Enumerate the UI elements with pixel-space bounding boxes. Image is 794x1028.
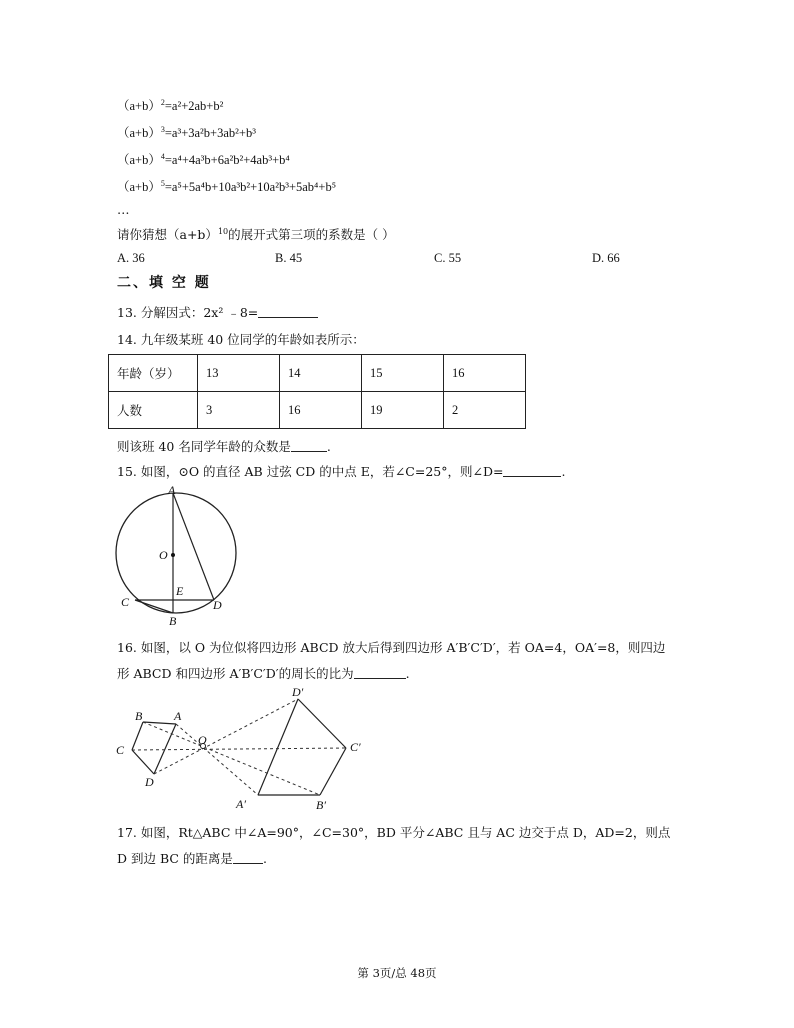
table-cell: 14: [280, 355, 362, 392]
section-title: 二、填 空 题: [117, 275, 211, 291]
formula-line-3: [117, 150, 290, 168]
q17-line1: 17. 如图，Rt△ABC 中∠A=90°，∠C=30°，BD 平分∠ABC 且与 AC 边交于点 D，AD=2，则点: [117, 825, 671, 840]
table-cell: 年龄（岁）: [109, 355, 198, 392]
answer-blank: [354, 667, 406, 679]
q13: [117, 303, 318, 321]
q16-line2: [117, 664, 410, 682]
label-b-prime: B′: [316, 798, 326, 812]
q12-exponent: 10: [217, 227, 229, 236]
segment-cb: [135, 600, 173, 613]
q12-prefix: 请你猜想（a+b）: [117, 227, 218, 242]
table-cell: 15: [362, 355, 444, 392]
formula-exponent: 4: [160, 152, 165, 161]
q12-option-c: C. 55: [434, 251, 462, 265]
answer-blank: [233, 852, 263, 864]
formula-exponent: 2: [160, 98, 165, 107]
dashed-rays: [132, 699, 346, 795]
q12-option-a: A. 36: [117, 251, 145, 265]
q12-option-d: D. 66: [592, 251, 620, 265]
label-c: C: [116, 743, 125, 757]
q12-suffix: 的展开式第三项的系数是（ ）: [228, 227, 395, 242]
edge-a2d2: [258, 699, 298, 795]
label-d-prime: D′: [292, 685, 304, 699]
table-cell: 19: [362, 392, 444, 429]
formula-exponent: 5: [160, 179, 165, 188]
q14-stem: 14. 九年级某班 40 位同学的年龄如表所示：: [117, 332, 365, 347]
label-d: D: [213, 598, 222, 612]
formula-lhs: （a+b）: [117, 153, 161, 167]
label-o: O: [198, 733, 207, 747]
q14-after: [117, 437, 331, 455]
table-cell: 2: [444, 392, 526, 429]
q15-stem: [117, 462, 565, 480]
formula-rhs: =a²+2ab+b²: [164, 99, 224, 113]
edge-c2b2: [320, 748, 346, 795]
formula-line-4: [117, 177, 336, 195]
formula-lhs: （a+b）: [117, 180, 161, 194]
page-footer: 第 3页/总 48页: [357, 966, 437, 980]
q16-line1: 16. 如图，以 O 为位似将四边形 ABCD 放大后得到四边形 A′B′C′D′，若 OA=4，OA′=8，则四边: [117, 640, 666, 655]
q12-option-b: B. 45: [275, 251, 303, 265]
label-e: E: [176, 584, 184, 598]
formula-rhs: =a³+3a²b+3ab²+b³: [164, 126, 256, 140]
edge-cd: [132, 750, 154, 774]
formula-lhs: （a+b）: [117, 99, 161, 113]
formula-exponent: 3: [160, 125, 165, 134]
label-a-prime: A′: [236, 797, 246, 811]
table-row: [109, 355, 526, 392]
homothety-figure: [108, 682, 378, 812]
center-point: [171, 553, 175, 557]
table-cell: 16: [280, 392, 362, 429]
edge-bc: [132, 722, 143, 750]
answer-blank: [503, 465, 561, 477]
q15-text: 15. 如图，⊙O 的直径 AB 过弦 CD 的中点 E，若∠C=25°，则∠D=: [117, 464, 504, 479]
table-cell: 16: [444, 355, 526, 392]
formula-rhs: =a⁴+4a³b+6a²b²+4ab³+b⁴: [164, 153, 290, 167]
label-o: O: [159, 548, 168, 562]
formula-lhs: （a+b）: [117, 126, 161, 140]
label-b: B: [135, 709, 143, 723]
label-d: D: [145, 775, 154, 789]
table-cell: 人数: [109, 392, 198, 429]
label-c-prime: C′: [350, 740, 361, 754]
period: .: [405, 666, 410, 681]
period: .: [326, 439, 331, 454]
label-c: C: [121, 595, 130, 609]
formula-rhs: =a⁵+5a⁴b+10a³b²+10a²b³+5ab⁴+b⁵: [164, 180, 337, 194]
table-row: [109, 392, 526, 429]
q16-line2-text: 形 ABCD 和四边形 A′B′C′D′的周长的比为: [117, 666, 354, 681]
q12-stem: [117, 225, 395, 243]
table-cell: 3: [198, 392, 280, 429]
formula-line-2: [117, 123, 256, 141]
table-cell: 13: [198, 355, 280, 392]
formula-line-1: [117, 96, 223, 114]
edge-ad: [154, 724, 176, 774]
label-a: A: [168, 483, 176, 497]
label-a: A: [174, 709, 182, 723]
edge-ab: [143, 722, 176, 724]
period: .: [262, 851, 267, 866]
ellipsis: …: [117, 202, 130, 217]
edge-d2c2: [298, 699, 346, 748]
answer-blank: [291, 440, 327, 452]
circle-figure: [110, 482, 250, 627]
q13-text: 13. 分解因式：2x² ﹣8=: [117, 305, 259, 320]
q14-after-text: 则该班 40 名同学年龄的众数是: [117, 439, 291, 454]
q17-line2: [117, 849, 267, 867]
answer-blank: [258, 306, 318, 318]
label-b: B: [169, 614, 177, 627]
age-table: [108, 354, 526, 429]
period: .: [561, 464, 566, 479]
q17-line2-text: D 到边 BC 的距离是: [117, 851, 233, 866]
